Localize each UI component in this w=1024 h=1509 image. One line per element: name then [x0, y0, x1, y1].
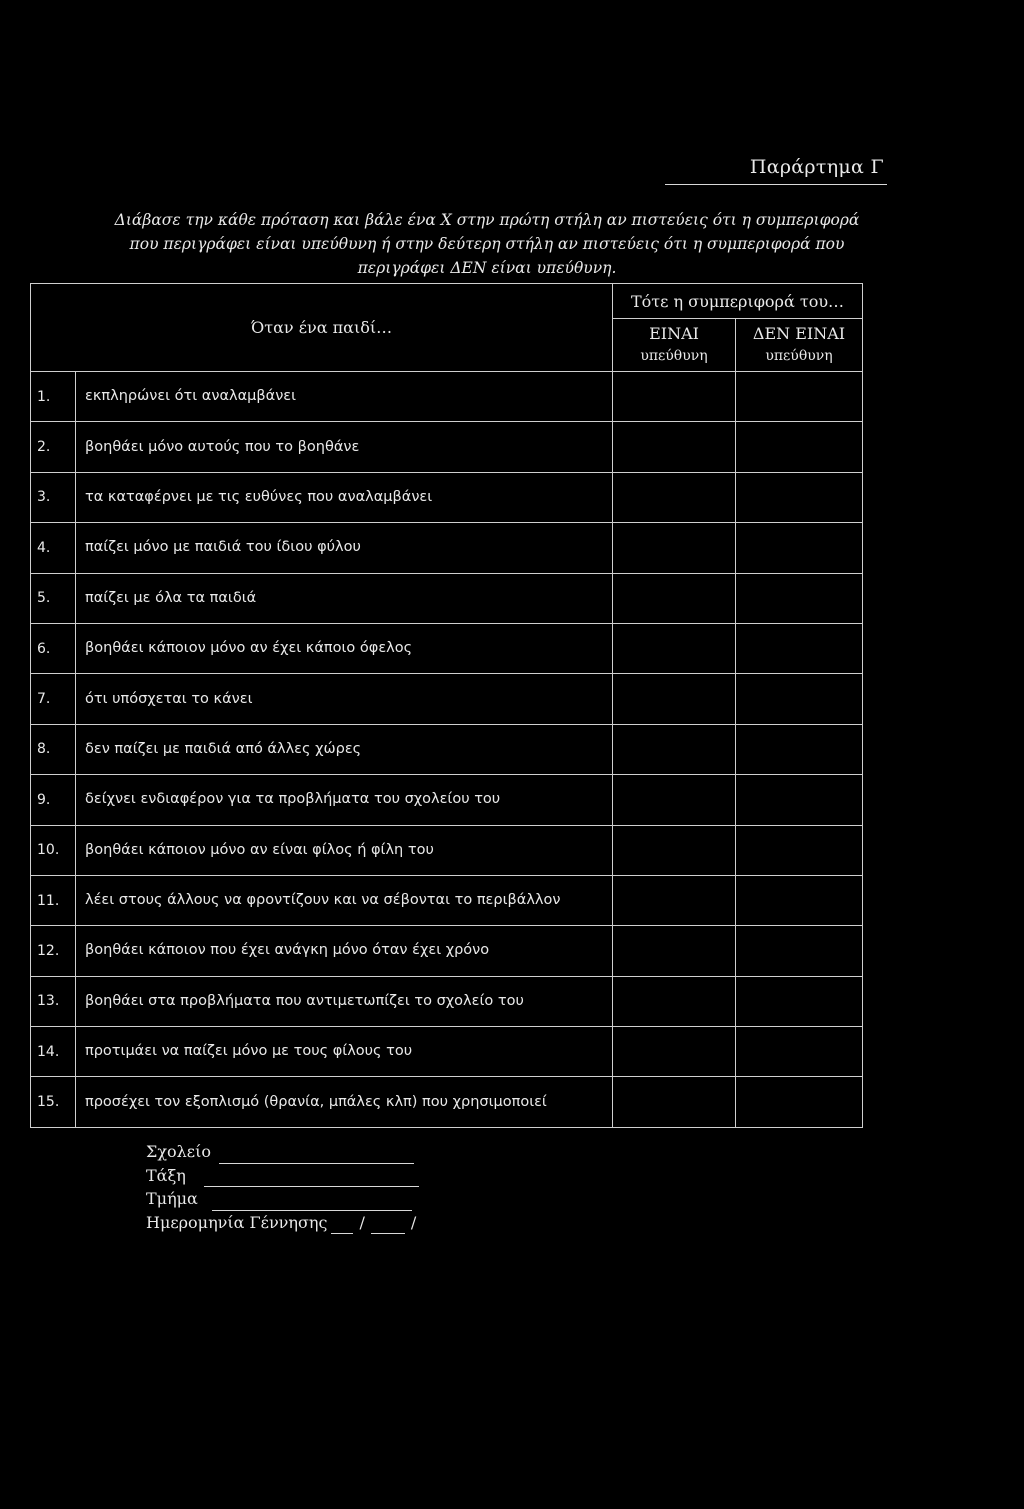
row-statement: λέει στους άλλους να φροντίζουν και να σέβονται το περιβάλλον — [76, 875, 613, 925]
not-responsible-checkbox-cell[interactable] — [736, 472, 863, 522]
row-number: 8. — [31, 724, 76, 774]
table-row — [31, 372, 863, 422]
row-number: 3. — [31, 472, 76, 522]
row-statement: δείχνει ενδιαφέρον για τα προβλήματα του σχολείου του — [76, 775, 613, 825]
table-row — [31, 976, 863, 1026]
column-responsible-sub: υπεύθυνη — [640, 348, 708, 364]
school-label: Σχολείο — [146, 1142, 211, 1161]
grade-input-line[interactable] — [204, 1170, 419, 1187]
not-responsible-checkbox-cell[interactable] — [736, 1027, 863, 1077]
instructions-line-1: Διάβασε την κάθε πρόταση και βάλε ένα Χ στην πρώτη στήλη αν πιστεύεις ότι η συμπεριφορά — [114, 211, 860, 229]
row-statement: παίζει μόνο με παιδιά του ίδιου φύλου — [76, 523, 613, 573]
grade-field — [146, 1164, 422, 1188]
row-number: 10. — [31, 825, 76, 875]
row-number: 6. — [31, 623, 76, 673]
column-not-responsible-label: ΔΕΝ ΕΙΝΑΙ — [752, 324, 846, 343]
responsible-checkbox-cell[interactable] — [613, 523, 736, 573]
not-responsible-checkbox-cell[interactable] — [736, 623, 863, 673]
table-row — [31, 1027, 863, 1077]
table-row — [31, 422, 863, 472]
not-responsible-checkbox-cell[interactable] — [736, 724, 863, 774]
row-statement: βοηθάει μόνο αυτούς που το βοηθάνε — [76, 422, 613, 472]
birthdate-day-line[interactable] — [331, 1217, 353, 1234]
responsible-checkbox-cell[interactable] — [613, 1027, 736, 1077]
table-row — [31, 1077, 863, 1127]
table-row — [31, 573, 863, 623]
row-statement: προτιμάει να παίζει μόνο με τους φίλους του — [76, 1027, 613, 1077]
school-input-line[interactable] — [219, 1147, 414, 1164]
date-separator: / — [410, 1212, 417, 1232]
row-number: 11. — [31, 875, 76, 925]
responsible-checkbox-cell[interactable] — [613, 1077, 736, 1127]
row-number: 4. — [31, 523, 76, 573]
responsible-checkbox-cell[interactable] — [613, 573, 736, 623]
row-number: 1. — [31, 372, 76, 422]
table-row — [31, 724, 863, 774]
table-row — [31, 825, 863, 875]
row-number: 9. — [31, 775, 76, 825]
responsible-checkbox-cell[interactable] — [613, 623, 736, 673]
row-statement: δεν παίζει με παιδιά από άλλες χώρες — [76, 724, 613, 774]
date-separator: / — [359, 1212, 365, 1232]
instructions-line-3: περιγράφει ΔΕΝ είναι υπεύθυνη. — [357, 259, 617, 277]
student-info-fields — [146, 1140, 422, 1234]
not-responsible-checkbox-cell[interactable] — [736, 926, 863, 976]
table-row — [31, 926, 863, 976]
instructions — [96, 208, 878, 280]
row-number: 15. — [31, 1077, 76, 1127]
table-row — [31, 472, 863, 522]
responsible-checkbox-cell[interactable] — [613, 825, 736, 875]
not-responsible-checkbox-cell[interactable] — [736, 976, 863, 1026]
section-label: Τμήμα — [146, 1189, 198, 1208]
school-field — [146, 1140, 422, 1164]
row-statement: παίζει με όλα τα παιδιά — [76, 573, 613, 623]
not-responsible-checkbox-cell[interactable] — [736, 573, 863, 623]
not-responsible-checkbox-cell[interactable] — [736, 372, 863, 422]
responsible-checkbox-cell[interactable] — [613, 775, 736, 825]
responsible-checkbox-cell[interactable] — [613, 724, 736, 774]
responsible-checkbox-cell[interactable] — [613, 674, 736, 724]
responsible-checkbox-cell[interactable] — [613, 875, 736, 925]
row-statement: βοηθάει κάποιον μόνο αν είναι φίλος ή φίλη του — [76, 825, 613, 875]
not-responsible-checkbox-cell[interactable] — [736, 422, 863, 472]
row-number: 7. — [31, 674, 76, 724]
appendix-underline — [665, 184, 887, 185]
not-responsible-checkbox-cell[interactable] — [736, 1077, 863, 1127]
row-statement: ότι υπόσχεται το κάνει — [76, 674, 613, 724]
column-not-responsible — [736, 319, 863, 372]
then-behavior-header: Τότε η συμπεριφορά του… — [613, 284, 863, 319]
row-number: 12. — [31, 926, 76, 976]
instructions-line-2: που περιγράφει είναι υπεύθυνη ή στην δεύτερη στήλη αν πιστεύεις ότι η συμπεριφορά που — [129, 235, 845, 253]
row-number: 14. — [31, 1027, 76, 1077]
table-row — [31, 523, 863, 573]
table-row — [31, 775, 863, 825]
responsible-checkbox-cell[interactable] — [613, 976, 736, 1026]
not-responsible-checkbox-cell[interactable] — [736, 775, 863, 825]
row-number: 13. — [31, 976, 76, 1026]
not-responsible-checkbox-cell[interactable] — [736, 674, 863, 724]
birthdate-month-line[interactable] — [371, 1217, 405, 1234]
table-row — [31, 674, 863, 724]
row-statement: εκπληρώνει ότι αναλαμβάνει — [76, 372, 613, 422]
not-responsible-checkbox-cell[interactable] — [736, 825, 863, 875]
column-responsible-label: ΕΙΝΑΙ — [649, 324, 699, 343]
section-input-line[interactable] — [212, 1194, 412, 1211]
not-responsible-checkbox-cell[interactable] — [736, 875, 863, 925]
row-statement: προσέχει τον εξοπλισμό (θρανία, μπάλες κλπ) που χρησιμοποιεί — [76, 1077, 613, 1127]
responsible-checkbox-cell[interactable] — [613, 372, 736, 422]
section-field — [146, 1187, 422, 1211]
row-statement: βοηθάει κάποιον μόνο αν έχει κάποιο όφελος — [76, 623, 613, 673]
birthdate-field — [146, 1211, 422, 1235]
grade-label: Τάξη — [146, 1165, 186, 1185]
row-statement: βοηθάει κάποιον που έχει ανάγκη μόνο όταν έχει χρόνο — [76, 926, 613, 976]
responsible-checkbox-cell[interactable] — [613, 926, 736, 976]
column-not-responsible-sub: υπεύθυνη — [765, 348, 833, 364]
when-child-header: Όταν ένα παιδί… — [31, 284, 613, 372]
appendix-title: Παράρτημα Γ — [749, 156, 884, 178]
table-row — [31, 623, 863, 673]
not-responsible-checkbox-cell[interactable] — [736, 523, 863, 573]
table-row — [31, 875, 863, 925]
responsible-checkbox-cell[interactable] — [613, 472, 736, 522]
responsible-checkbox-cell[interactable] — [613, 422, 736, 472]
birthdate-label: Ημερομηνία Γέννησης — [146, 1212, 328, 1232]
row-number: 5. — [31, 573, 76, 623]
row-statement: τα καταφέρνει με τις ευθύνες που αναλαμβάνει — [76, 472, 613, 522]
row-number: 2. — [31, 422, 76, 472]
questionnaire-table — [30, 283, 863, 1128]
column-responsible — [613, 319, 736, 372]
row-statement: βοηθάει στα προβλήματα που αντιμετωπίζει το σχολείο του — [76, 976, 613, 1026]
